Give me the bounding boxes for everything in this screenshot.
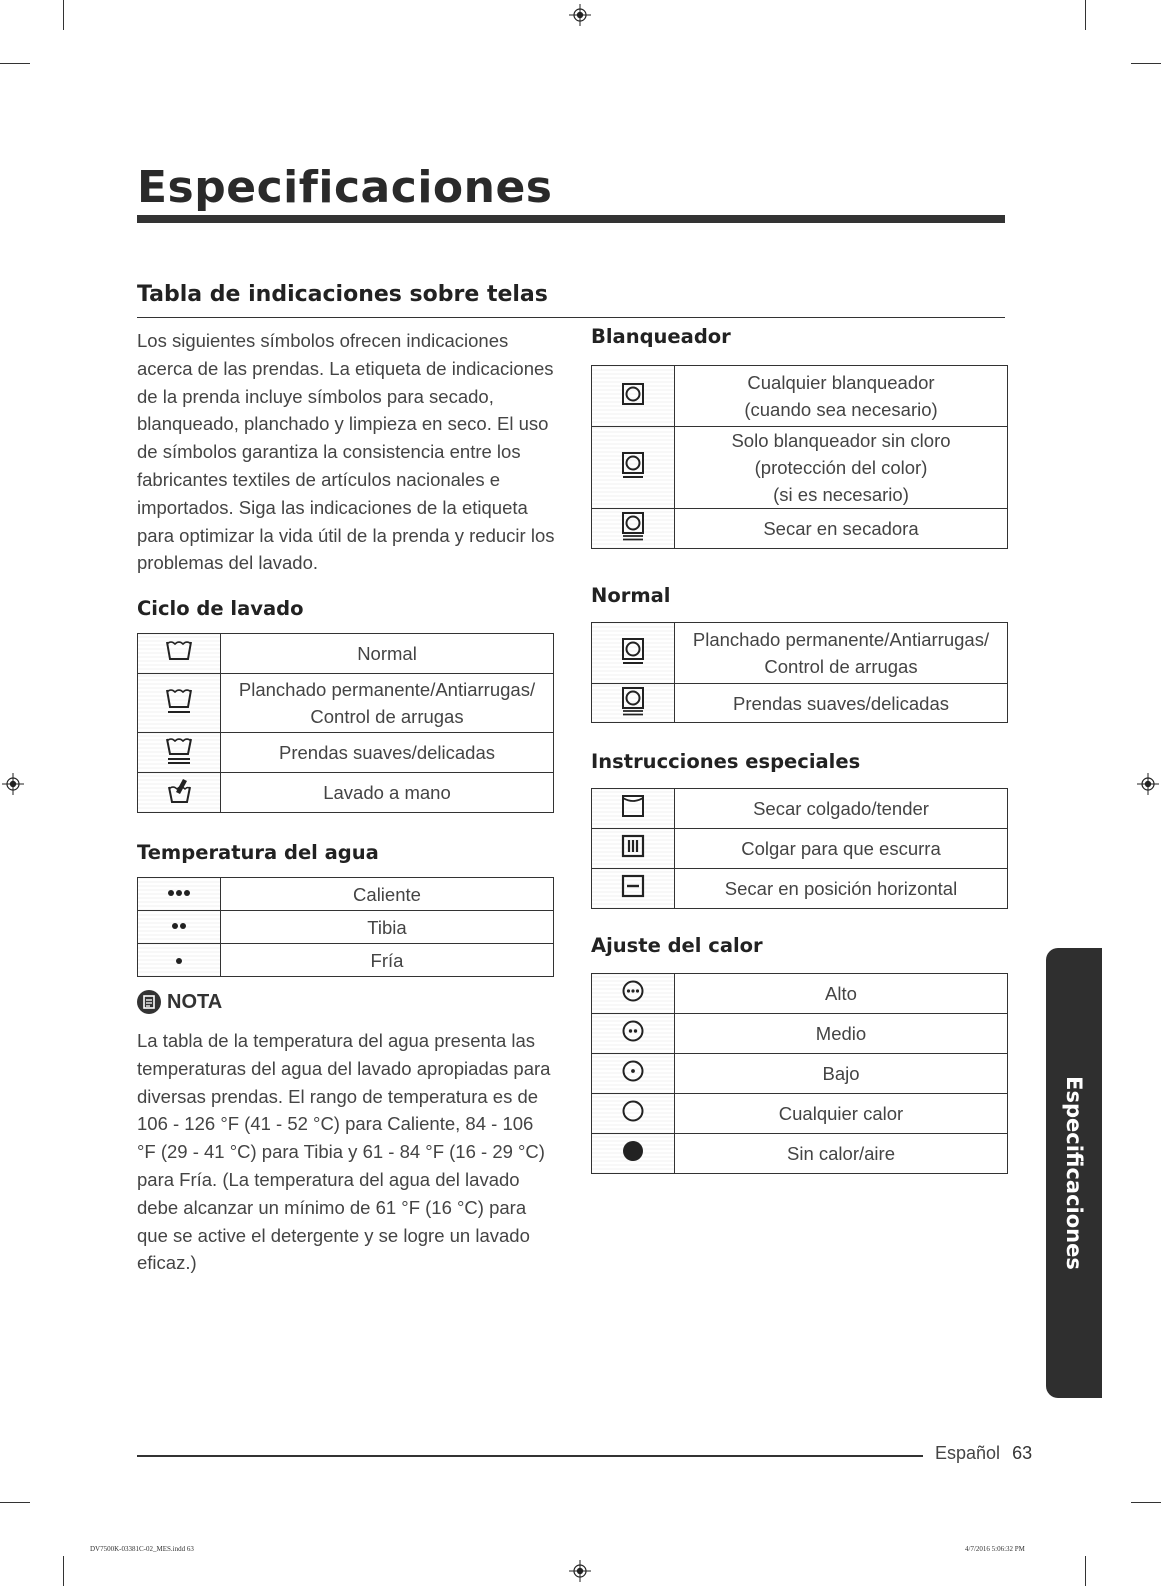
table-row bbox=[138, 773, 554, 813]
water-temp-heading: Temperatura del agua bbox=[137, 841, 379, 864]
chapter-side-tab bbox=[1046, 948, 1102, 1398]
tumble-dry-one-bar-icon bbox=[621, 451, 645, 479]
note-paragraph: La tabla de la temperatura del agua presenta las temperaturas del agua del lavado apropiadas para diversas prendas. El rango de temperatura es de 106 - 126 °F (41 - 52 °C) para Caliente, 84 - 106 °F (29 - 41 °C) para Tibia y 61 - 84 °F (16 - 29 °C) para Fría. (La temperatura del agua del lavado debe alcanzar un mínimo de 61 °F (16 °C) para que se active el detergente y se logre un lavado eficaz.) bbox=[137, 1030, 551, 1274]
filled-circle-icon bbox=[621, 1139, 645, 1163]
registration-mark-icon bbox=[1137, 773, 1159, 795]
table-row bbox=[138, 878, 554, 911]
wash-cycle-label: Prendas suaves/delicadas bbox=[221, 733, 554, 773]
hand-wash-icon bbox=[164, 775, 194, 805]
circle-one-dot-icon bbox=[621, 1059, 645, 1083]
note-label: NOTA bbox=[167, 990, 223, 1013]
table-row bbox=[138, 911, 554, 944]
footer-divider bbox=[137, 1455, 923, 1457]
wash-cycle-label: Normal bbox=[221, 634, 554, 674]
bleach-label: Cualquier blanqueador (cuando sea necesario) bbox=[675, 366, 1008, 427]
crop-mark bbox=[0, 1502, 30, 1503]
empty-circle-icon bbox=[621, 1099, 645, 1123]
dry-flat-icon bbox=[621, 874, 645, 898]
crop-mark bbox=[63, 1556, 64, 1586]
bleach-heading: Blanqueador bbox=[591, 325, 731, 348]
wash-tub-one-bar-icon bbox=[164, 685, 194, 717]
page-number: 63 bbox=[1012, 1443, 1033, 1463]
special-table bbox=[591, 788, 1008, 909]
table-row bbox=[592, 684, 1008, 723]
table-row bbox=[138, 634, 554, 674]
table-row bbox=[592, 623, 1008, 684]
three-dots-icon bbox=[164, 888, 194, 898]
registration-mark-icon bbox=[569, 1560, 591, 1582]
note-header bbox=[137, 990, 222, 1014]
table-row bbox=[138, 733, 554, 773]
heat-label: Sin calor/aire bbox=[675, 1134, 1008, 1174]
table-row bbox=[592, 1134, 1008, 1174]
tumble-dry-one-bar-icon bbox=[621, 637, 645, 665]
table-row bbox=[592, 869, 1008, 909]
heat-heading: Ajuste del calor bbox=[591, 934, 763, 957]
line-dry-icon bbox=[621, 794, 645, 818]
heat-table bbox=[591, 973, 1008, 1174]
wash-cycle-label: Lavado a mano bbox=[221, 773, 554, 813]
wash-cycle-label: Planchado permanente/Antiarrugas/ Control de arrugas bbox=[221, 674, 554, 733]
table-row bbox=[592, 1094, 1008, 1134]
registration-mark-icon bbox=[569, 4, 591, 26]
circle-two-dots-icon bbox=[621, 1019, 645, 1043]
tumble-dry-two-bars-icon bbox=[621, 511, 645, 541]
wash-tub-icon bbox=[164, 637, 194, 665]
normal-heading: Normal bbox=[591, 584, 671, 607]
one-dot-icon bbox=[164, 951, 194, 965]
water-temp-label: Caliente bbox=[221, 878, 554, 911]
table-row bbox=[592, 366, 1008, 427]
bleach-table bbox=[591, 365, 1008, 549]
special-label: Secar colgado/tender bbox=[675, 789, 1008, 829]
water-temp-label: Tibia bbox=[221, 911, 554, 944]
table-row bbox=[138, 944, 554, 977]
drip-dry-icon bbox=[621, 834, 645, 858]
footer-language: Español bbox=[935, 1443, 1001, 1463]
bleach-label: Secar en secadora bbox=[675, 509, 1008, 549]
print-slug-file: DV7500K-03381C-02_MES.indd 63 bbox=[90, 1545, 194, 1553]
table-row bbox=[592, 789, 1008, 829]
crop-mark bbox=[1085, 0, 1086, 30]
section-title: Tabla de indicaciones sobre telas bbox=[137, 282, 548, 307]
page-title: Especificaciones bbox=[137, 162, 553, 213]
table-row bbox=[592, 974, 1008, 1014]
print-slug-date: 4/7/2016 5:06:32 PM bbox=[965, 1545, 1025, 1553]
heat-label: Cualquier calor bbox=[675, 1094, 1008, 1134]
special-label: Colgar para que escurra bbox=[675, 829, 1008, 869]
wash-tub-two-bars-icon bbox=[164, 734, 194, 766]
intro-paragraph: Los siguientes símbolos ofrecen indicaciones acerca de las prendas. La etiqueta de indicaciones de la prenda incluye símbolos para secado, blanqueado, planchado y limpieza en seco. El uso de símbolos garantiza la consistencia entre los fabricantes textiles de artículos nacionales e importados. Siga las indicaciones de la etiqueta para optimizar la vida útil de la prenda y reducir los problemas del lavado. bbox=[137, 330, 555, 574]
heat-label: Alto bbox=[675, 974, 1008, 1014]
normal-label: Prendas suaves/delicadas bbox=[675, 684, 1008, 723]
crop-mark bbox=[1085, 1556, 1086, 1586]
note-icon bbox=[137, 990, 161, 1014]
normal-table bbox=[591, 622, 1008, 723]
wash-cycle-table bbox=[137, 633, 554, 813]
bleach-label: Solo blanqueador sin cloro (protección del color) (si es necesario) bbox=[675, 427, 1008, 509]
table-row bbox=[138, 674, 554, 733]
crop-mark bbox=[63, 0, 64, 30]
tumble-dry-two-bars-icon bbox=[621, 686, 645, 716]
table-row bbox=[592, 1054, 1008, 1094]
table-row bbox=[592, 509, 1008, 549]
table-row bbox=[592, 427, 1008, 509]
heat-label: Bajo bbox=[675, 1054, 1008, 1094]
footer bbox=[935, 1443, 1032, 1464]
circle-three-dots-icon bbox=[621, 979, 645, 1003]
registration-mark-icon bbox=[2, 773, 24, 795]
crop-mark bbox=[1131, 1502, 1161, 1503]
table-row bbox=[592, 1014, 1008, 1054]
section-divider bbox=[137, 317, 1005, 318]
wash-cycle-heading: Ciclo de lavado bbox=[137, 597, 304, 620]
water-temp-label: Fría bbox=[221, 944, 554, 977]
tumble-dry-icon bbox=[621, 382, 645, 406]
water-temp-table bbox=[137, 877, 554, 977]
normal-label: Planchado permanente/Antiarrugas/ Control de arrugas bbox=[675, 623, 1008, 684]
crop-mark bbox=[1131, 63, 1161, 64]
side-tab-label: Especificaciones bbox=[1062, 1076, 1086, 1270]
heat-label: Medio bbox=[675, 1014, 1008, 1054]
title-divider bbox=[137, 215, 1005, 223]
special-heading: Instrucciones especiales bbox=[591, 750, 861, 773]
two-dots-icon bbox=[164, 921, 194, 931]
crop-mark bbox=[0, 63, 30, 64]
table-row bbox=[592, 829, 1008, 869]
special-label: Secar en posición horizontal bbox=[675, 869, 1008, 909]
